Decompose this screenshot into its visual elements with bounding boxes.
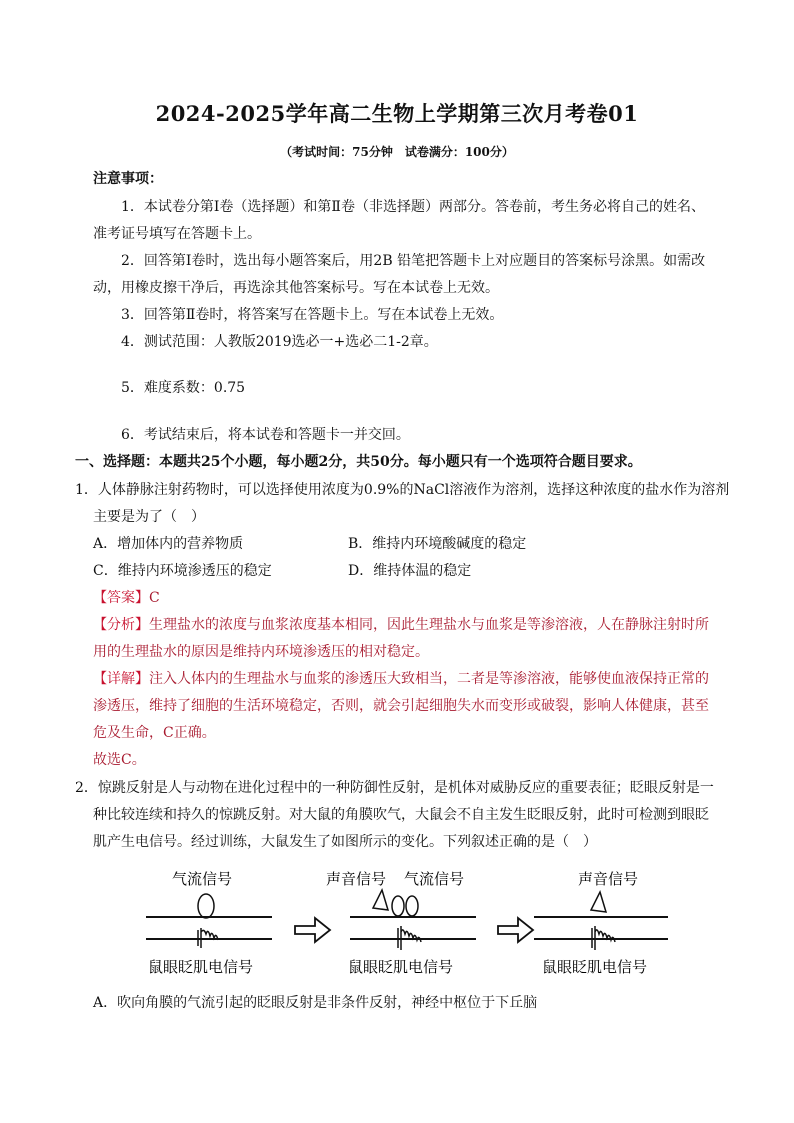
analysis-tag: 【分析】 [93, 617, 149, 633]
reflex-figure [130, 862, 690, 982]
airflow-icon [392, 896, 404, 916]
q1-conclusion: 故选C。 [93, 752, 146, 768]
notice-2-cont: 动，用橡皮擦干净后，再选涂其他答案标号。写在本试卷上无效。 [93, 280, 499, 296]
detail-tag: 【详解】 [93, 671, 149, 687]
panel3-top-label: 声音信号 [578, 870, 639, 888]
q2-stem-line2: 种比较连续和持久的惊跳反射。对大鼠的角膜吹气，大鼠会不自主发生眨眼反射，此时可检测到眼眨 [93, 807, 709, 823]
notice-3: 3．回答第Ⅱ卷时，将答案写在答题卡上。写在本试卷上无效。 [121, 307, 504, 323]
q2-stem-line1: 2．惊跳反射是人与动物在进化过程中的一种防御性反射，是机体对威胁反应的重要表征；眨眼反射是一 [75, 780, 714, 796]
q1-option-d: D．维持体温的稳定 [348, 563, 472, 579]
arrow-right-icon [295, 918, 330, 942]
sound-icon [373, 890, 388, 910]
q1-option-c: C．维持内环境渗透压的稳定 [93, 563, 272, 579]
arrow-right-icon [498, 918, 533, 942]
panel2-bottom-label: 鼠眼眨肌电信号 [348, 958, 454, 976]
panel1-top-label: 气流信号 [172, 870, 233, 888]
notice-1-cont: 准考证号填写在答题卡上。 [93, 226, 261, 242]
page-title: 2024-2025学年高二生物上学期第三次月考卷01 [155, 101, 639, 126]
q1-detail-line3: 危及生命，C正确。 [93, 725, 216, 741]
notice-6: 6．考试结束后，将本试卷和答题卡一并交回。 [121, 427, 410, 443]
q2-stem-line3: 肌产生电信号。经过训练，大鼠发生了如图所示的变化。下列叙述正确的是（ ） [93, 834, 597, 850]
airflow-icon [198, 894, 214, 918]
answer-tag: 【答案】 [93, 590, 149, 606]
answer-value: C [149, 590, 160, 606]
panel3-bottom-label: 鼠眼眨肌电信号 [542, 958, 648, 976]
q1-stem-line2: 主要是为了（ ） [93, 509, 205, 525]
panel2-top-label-b: 气流信号 [404, 870, 465, 888]
q2-option-a: A．吹向角膜的气流引起的眨眼反射是非条件反射，神经中枢位于下丘脑 [93, 995, 538, 1011]
notice-1: 1．本试卷分第Ⅰ卷（选择题）和第Ⅱ卷（非选择题）两部分。答卷前，考生务必将自己的姓名、 [121, 199, 705, 215]
notice-5: 5．难度系数：0.75 [121, 380, 246, 396]
q1-analysis-line2: 用的生理盐水的原因是维持内环境渗透压的相对稳定。 [93, 644, 429, 660]
sound-icon [591, 892, 606, 912]
notice-2: 2．回答第Ⅰ卷时，选出每小题答案后，用2B 铅笔把答题卡上对应题目的答案标号涂黑。如需改 [121, 253, 706, 269]
q1-detail-line2: 渗透压，维持了细胞的生活环境稳定，否则，就会引起细胞失水而变形或破裂，影响人体健康，甚至 [93, 698, 709, 714]
exam-subtitle: （考试时间：75分钟 试卷满分：100分） [280, 145, 514, 159]
q1-answer [93, 589, 160, 607]
q1-option-b: B．维持内环境酸碱度的稳定 [348, 536, 527, 552]
q1-detail-line1: 【详解】注入人体内的生理盐水与血浆的渗透压大致相当，二者是等渗溶液，能够使血液保持正常的 [93, 671, 709, 687]
notice-4: 4．测试范围：人教版2019选必一+选必二1-2章。 [121, 334, 438, 350]
panel2-top-label-a: 声音信号 [326, 870, 387, 888]
panel1-bottom-label: 鼠眼眨肌电信号 [148, 958, 254, 976]
notice-heading: 注意事项： [93, 171, 163, 187]
section-heading: 一、选择题：本题共25个小题，每小题2分，共50分。每小题只有一个选项符合题目要求。 [75, 454, 642, 470]
airflow-icon [406, 896, 418, 916]
q1-option-a: A．增加体内的营养物质 [93, 536, 244, 552]
q1-stem-line1: 1．人体静脉注射药物时，可以选择使用浓度为0.9%的NaCl溶液作为溶剂，选择这种浓度的盐水作为溶剂 [75, 482, 730, 498]
q1-analysis-line1: 【分析】生理盐水的浓度与血浆浓度基本相同，因此生理盐水与血浆是等渗溶液，人在静脉注射时所 [93, 617, 709, 633]
